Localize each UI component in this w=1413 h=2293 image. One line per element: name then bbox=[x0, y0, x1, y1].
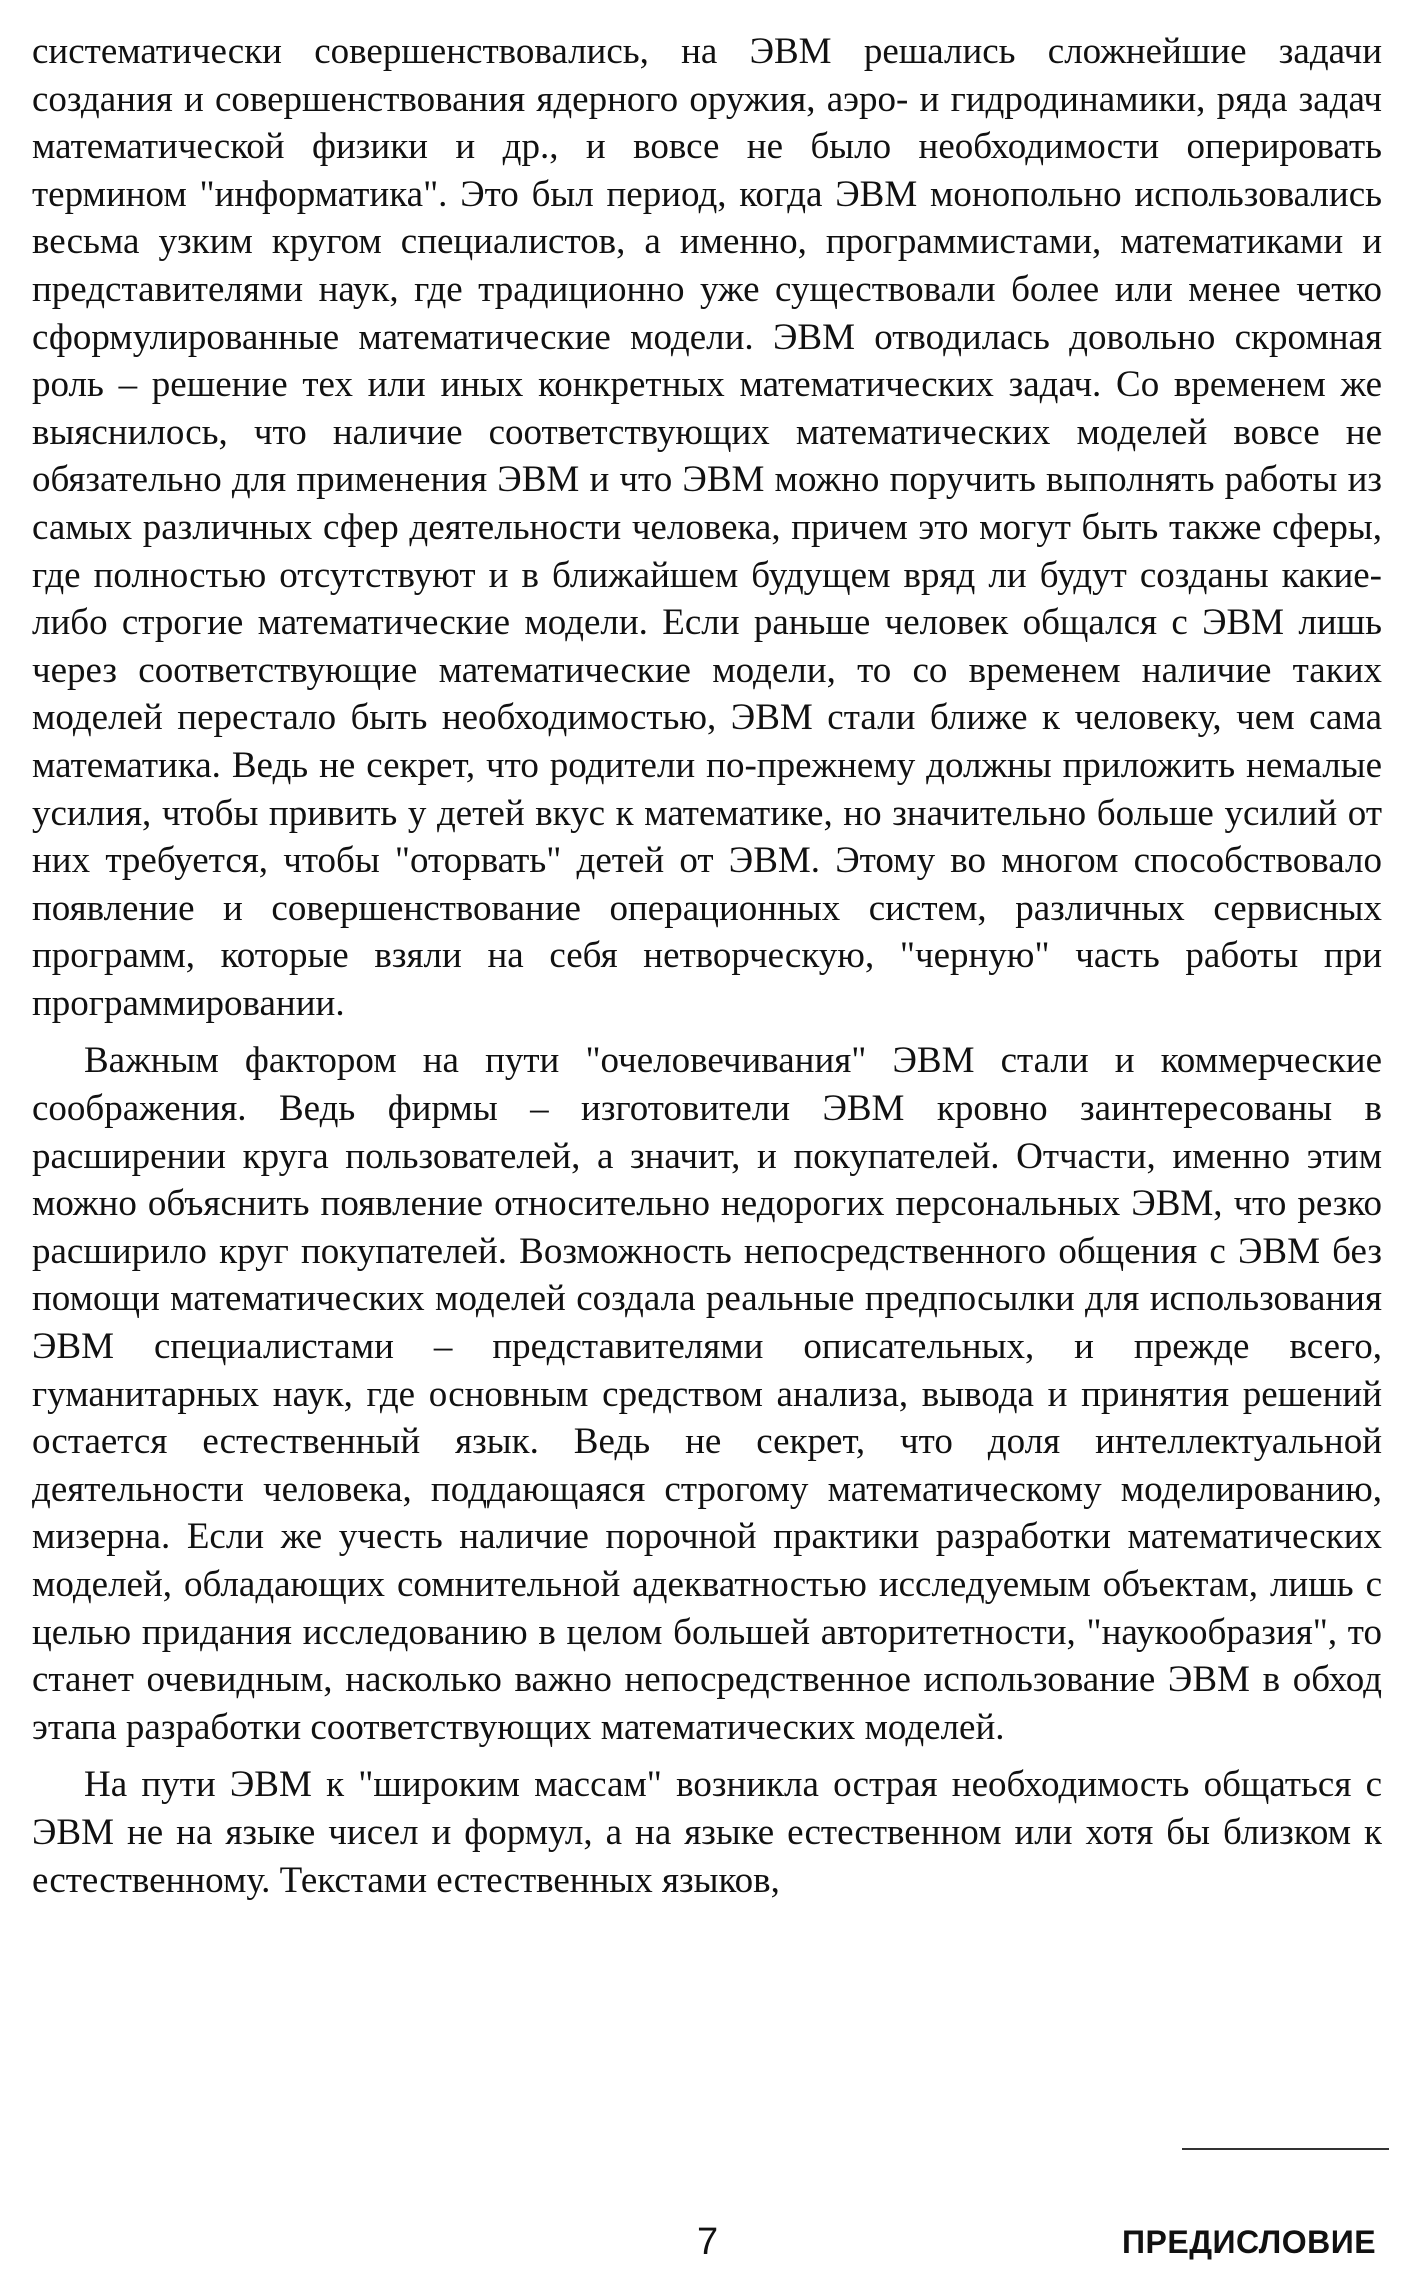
paragraph: На пути ЭВМ к "широким массам" возникла острая необходимость общаться с ЭВМ не на языке чисел и формул, а на языке естественном или хотя бы близком к естественному. Текстами естественных языков, bbox=[32, 1764, 1382, 1901]
running-footer-title: ПРЕДИСЛОВИЕ bbox=[1122, 2224, 1377, 2260]
footer-rule bbox=[1182, 2148, 1389, 2150]
page bbox=[32, 28, 1382, 1904]
page-number: 7 bbox=[697, 2221, 719, 2263]
body-text bbox=[32, 28, 1382, 1904]
paragraph: Важным фактором на пути "очеловечивания" ЭВМ стали и коммерческие соображения. Ведь фирмы – изготовители ЭВМ кровно заинтересованы в расширении круга пользователей, а значит, и покупателей. Отчасти, именно этим можно объяснить появление относительно недорогих персональных ЭВМ, что резко расширило круг покупателей. Возможность непосредственного общения с ЭВМ без помощи математических моделей создала реальные предпосылки для использования ЭВМ специалистами – представителями описательных, и прежде всего, гуманитарных наук, где основным средством анализа, вывода и принятия решений остается естественный язык. Ведь не секрет, что доля интеллектуальной деятельности человека, поддающаяся строгому математическому моделированию, мизерна. Если же учесть наличие порочной практики разработки математических моделей, обладающих сомнительной адекватностью исследуемым объектам, лишь с целью придания исследованию в целом большей авторитетности, "наукообразия", то станет очевидным, насколько важно непосредственное использование ЭВМ в обход этапа разработки соответствующих математических моделей. bbox=[32, 1040, 1382, 1748]
paragraph: систематически совершенствовались, на ЭВМ решались сложнейшие задачи создания и совершенствования ядерного оружия, аэро- и гидродинамики, ряда задач математической физики и др., и вовсе не было необходимости оперировать термином "информатика". Это был период, когда ЭВМ монопольно использовались весьма узким кругом специалистов, а именно, программистами, математиками и представителями наук, где традиционно уже существовали более или менее четко сформулированные математические модели. ЭВМ отводилась довольно скромная роль – решение тех или иных конкретных математических задач. Со временем же выяснилось, что наличие соответствующих математических моделей вовсе не обязательно для применения ЭВМ и что ЭВМ можно поручить выполнять работы из самых различных сфер деятельности человека, причем это могут быть также сферы, где полностью отсутствуют и в ближайшем будущем вряд ли будут созданы какие-либо строгие математические модели. Если раньше человек общался с ЭВМ лишь через соответствующие математические модели, то со временем наличие таких моделей перестало быть необходимостью, ЭВМ стали ближе к человеку, чем сама математика. Ведь не секрет, что родители по-прежнему должны приложить немалые усилия, чтобы привить у детей вкус к математике, но значительно больше усилий от них требуется, чтобы "оторвать" детей от ЭВМ. Этому во многом способствовало появление и совершенствование операционных систем, различных сервисных программ, которые взяли на себя нетворческую, "черную" часть работы при программировании. bbox=[32, 31, 1382, 1024]
